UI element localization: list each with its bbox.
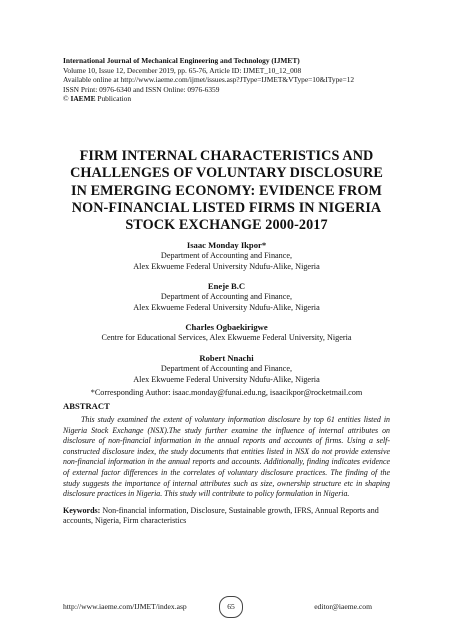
publisher-line — [63, 94, 403, 104]
author-block — [40, 281, 413, 313]
title-line: STOCK EXCHANGE 2000-2017 — [125, 217, 328, 234]
copyright-symbol: © — [63, 94, 71, 104]
author-affiliation: Alex Ekwueme Federal University Ndufu-Alike, Nigeria — [133, 261, 320, 271]
author-affiliation: Department of Accounting and Finance, — [160, 251, 293, 260]
author-name: Robert Nnachi — [199, 352, 254, 363]
footer-email-link[interactable]: editor@iaeme.com — [314, 602, 372, 611]
title-line: CHALLENGES OF VOLUNTARY DISCLOSURE — [70, 165, 383, 182]
page-number: 65 — [219, 596, 243, 618]
volume-issue-line: Volume 10, Issue 12, December 2019, pp. 65-76, Article ID: IJMET_10_12_008 — [63, 65, 302, 75]
author-block — [40, 353, 413, 385]
journal-header — [63, 56, 403, 104]
author-block — [40, 240, 413, 272]
page-footer — [63, 600, 390, 616]
paper-title — [50, 148, 403, 234]
keywords-label: Keywords: — [63, 505, 101, 515]
footer-url-link[interactable]: http://www.iaeme.com/IJMET/index.asp — [63, 602, 187, 611]
author-name: Isaac Monday Ikpor* — [186, 240, 267, 250]
author-affiliation: Department of Accounting and Finance, — [160, 292, 293, 302]
author-affiliation: Alex Ekwueme Federal University Ndufu-Alike, Nigeria — [133, 302, 320, 312]
author-list — [40, 240, 413, 399]
abstract-heading: ABSTRACT — [63, 401, 110, 411]
publisher-name: IAEME — [70, 94, 96, 104]
publisher-suffix: Publication — [95, 94, 132, 104]
title-line: FIRM INTERNAL CHARACTERISTICS AND — [79, 148, 374, 164]
author-affiliation: Centre for Educational Services, Alex Ekwueme Federal University, Nigeria — [101, 333, 352, 343]
keywords — [63, 506, 390, 527]
issn-line: ISSN Print: 0976-6340 and ISSN Online: 0976-6359 — [63, 84, 220, 94]
author-affiliation: Department of Accounting and Finance, — [160, 363, 293, 373]
abstract-section — [63, 401, 390, 527]
author-name: Eneje B.C — [207, 281, 246, 292]
journal-title: International Journal of Mechanical Engineering and Technology (IJMET) — [63, 56, 300, 65]
abstract-text: This study examined the extent of voluntary information disclosure by top 61 entities listed in Nigeria Stock Exchange (NSX).The study further examine the influence of internal attributes on disclosure of non-financial information in the annual reports and accounts of firms. Using a self-constructed disclosure index, the study documents that entities listed in NSX do not provide extensive non-financial information in the annual reports and accounts. Additionally, finding indicates evidence of external factor differences in the correlates of voluntary disclosure practices. The finding of the study suggests the importance of internal attributes such as size, ownership structure etc in shaping disclosure practices in Nigeria. This study will contribute to policy formulation in Nigeria. — [63, 415, 390, 499]
author-block — [40, 322, 413, 344]
availability-line: Available online at http://www.iaeme.com/ijmet/issues.asp?JType=IJMET&VType=10&IType=12 — [63, 75, 355, 85]
title-line: IN EMERGING ECONOMY: EVIDENCE FROM — [70, 182, 383, 199]
author-affiliation: Alex Ekwueme Federal University Ndufu-Alike, Nigeria — [133, 374, 320, 384]
author-name: Charles Ogbaekirigwe — [185, 322, 268, 333]
title-line: NON-FINANCIAL LISTED FIRMS IN NIGERIA — [71, 199, 382, 216]
corresponding-author: *Corresponding Author: isaac.monday@funai.edu.ng, isaacikpor@rocketmail.com — [90, 388, 363, 398]
keywords-text: Non-financial information, Disclosure, Sustainable growth, IFRS, Annual Reports and accounts, Nigeria, Firm characteristics — [63, 505, 379, 526]
